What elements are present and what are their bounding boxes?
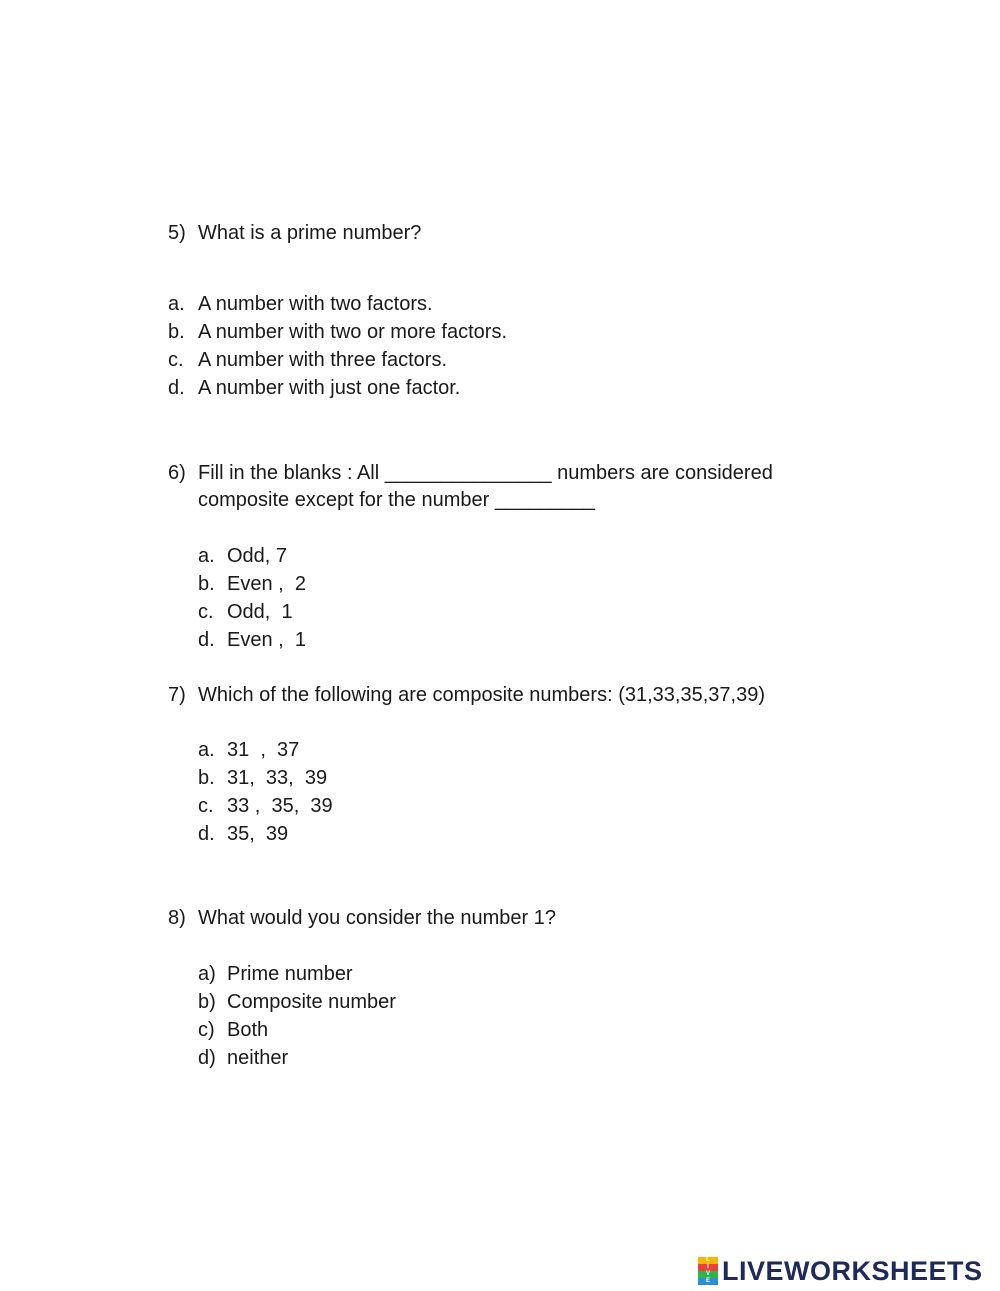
live-icon-letter: E (698, 1278, 718, 1285)
option-text[interactable]: Even , 2 (227, 573, 306, 595)
question-text: What would you consider the number 1? (198, 907, 556, 929)
option-text[interactable]: 33 , 35, 39 (227, 795, 333, 817)
option-text[interactable]: 31 , 37 (227, 739, 300, 761)
option-label: b. (198, 767, 215, 789)
brand-name: LIVEWORKSHEETS (722, 1255, 983, 1286)
live-icon-letter: V (698, 1271, 718, 1278)
option-text[interactable]: Odd, 7 (227, 545, 288, 567)
option-label: a. (198, 739, 215, 761)
option-label: d) (198, 1047, 216, 1069)
question-number: 6) (168, 462, 186, 484)
option-label: d. (198, 629, 215, 651)
option-text[interactable]: neither (227, 1047, 289, 1069)
question-number: 8) (168, 907, 186, 929)
option-label: c. (198, 795, 214, 817)
question-text: Fill in the blanks : All _______________ numbers are considered (198, 462, 773, 484)
question-text: What is a prime number? (198, 222, 422, 244)
option-label: d. (168, 377, 185, 399)
question-number: 7) (168, 684, 186, 706)
option-label: d. (198, 823, 215, 845)
question-text: Which of the following are composite numbers: (31,33,35,37,39) (198, 684, 765, 706)
live-icon-letter: I (698, 1264, 718, 1271)
option-text[interactable]: A number with two factors. (198, 293, 433, 315)
live-icon-letter: L (698, 1257, 718, 1264)
option-label: a. (198, 545, 215, 567)
option-text[interactable]: Odd, 1 (227, 601, 293, 623)
option-text[interactable]: Both (227, 1019, 269, 1041)
option-text[interactable]: 35, 39 (227, 823, 289, 845)
question-number: 5) (168, 222, 186, 244)
option-label: b) (198, 991, 216, 1013)
option-text[interactable]: Prime number (227, 963, 353, 985)
option-label: c. (168, 349, 184, 371)
option-text[interactable]: Composite number (227, 991, 396, 1013)
option-text[interactable]: Even , 1 (227, 629, 306, 651)
option-label: c. (198, 601, 214, 623)
question-text-continued: composite except for the number _________ (198, 489, 595, 511)
option-text[interactable]: A number with two or more factors. (198, 321, 508, 343)
option-label: a. (168, 293, 185, 315)
option-text[interactable]: 31, 33, 39 (227, 767, 328, 789)
option-text[interactable]: A number with three factors. (198, 349, 448, 371)
live-icon (698, 1257, 718, 1285)
liveworksheets-logo (698, 1255, 983, 1287)
option-label: b. (168, 321, 185, 343)
option-text[interactable]: A number with just one factor. (198, 377, 461, 399)
option-label: b. (198, 573, 215, 595)
option-label: a) (198, 963, 216, 985)
option-label: c) (198, 1019, 215, 1041)
